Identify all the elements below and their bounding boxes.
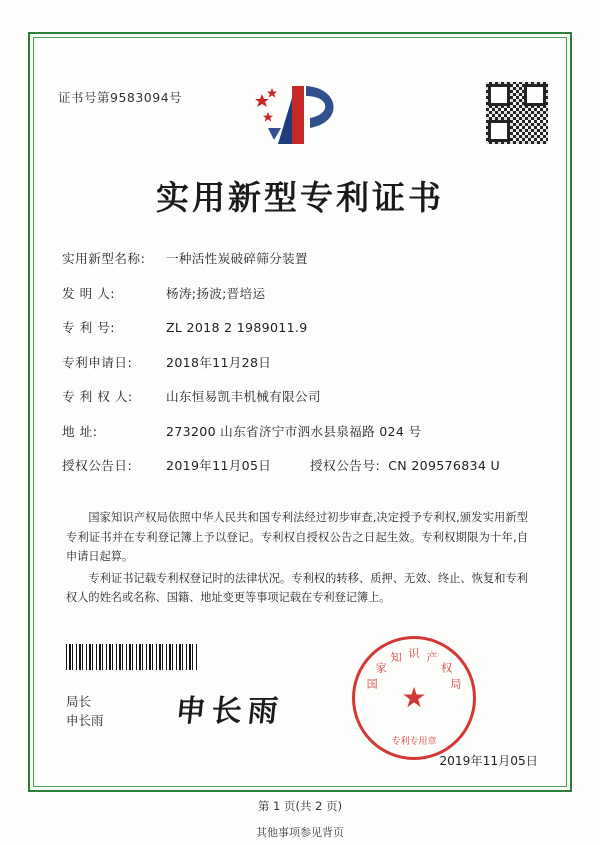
field-row-grant-publication — [62, 455, 532, 474]
seal-char-1: 家 — [375, 661, 387, 675]
footer-note: 其他事项参见背页 — [256, 826, 344, 839]
field-row-application-date — [62, 352, 532, 371]
legal-paragraph-1: 国家知识产权局依照中华人民共和国专利法经过初步审查,决定授予专利权,颁发实用新型专利证书并在专利登记簿上予以登记。专利权自授权公告之日起生效。专利权期限为十年,自申请日起算。 — [66, 511, 528, 564]
field-label: 实用新型名称: — [62, 251, 146, 266]
seal-char-5: 权 — [441, 661, 453, 675]
seal-bottom-text: 专利专用章 — [391, 737, 437, 747]
director-signature: 申长雨 — [173, 694, 286, 729]
legal-paragraph-2: 专利证书记载专利权登记时的法律状况。专利权的转移、质押、无效、终止、恢复和专利权人的姓名或名称、国籍、地址变更等事项记载在专利登记簿上。 — [66, 571, 528, 605]
field-row-address — [62, 421, 532, 440]
qr-code — [486, 82, 548, 144]
field-row-patentee — [62, 386, 532, 405]
field-label: 发 明 人: — [62, 285, 116, 301]
field-value-grant-date: 2019年11月05日 — [166, 458, 272, 473]
patent-office-logo-icon — [248, 78, 352, 152]
field-value: ZL 2018 2 1989011.9 — [166, 320, 308, 335]
seal-char-2: 知 — [390, 650, 402, 664]
field-value: 一种活性炭破碎筛分装置 — [166, 251, 308, 266]
seal-char-4: 产 — [426, 650, 438, 664]
seal-char-6: 局 — [450, 677, 462, 691]
page-number: 第 1 页(共 2 页) — [257, 799, 343, 813]
field-row-patent-number — [62, 317, 532, 336]
official-seal — [352, 636, 476, 760]
field-value: 杨涛;扬波;晋培运 — [166, 285, 266, 301]
seal-char-0: 国 — [366, 677, 378, 691]
field-row-inventor — [62, 283, 532, 302]
field-value: 273200 山东省济宁市泗水县泉福路 024 号 — [166, 423, 422, 439]
legal-text-block — [66, 508, 528, 610]
seal-char-3: 识 — [408, 647, 420, 660]
field-label: 专 利 权 人: — [62, 389, 133, 404]
field-label: 专 利 号: — [62, 320, 116, 335]
field-value: 山东恒易凯丰机械有限公司 — [166, 389, 321, 404]
certificate-number: 证书号第9583094号 — [58, 90, 183, 105]
field-label-publication-number: 授权公告号: — [310, 458, 381, 473]
barcode — [66, 644, 198, 670]
field-row-utility-model-name — [62, 248, 532, 267]
field-value: 2018年11月28日 — [166, 354, 272, 370]
director-name: 申长雨 — [66, 713, 104, 729]
page-title: 实用新型专利证书 — [156, 178, 444, 217]
seal-star-icon: ★ — [401, 681, 427, 714]
field-label: 地 址: — [62, 423, 98, 439]
field-label-grant-date: 授权公告日: — [62, 458, 133, 473]
director-label — [66, 692, 104, 731]
field-value-publication-number: CN 209576834 U — [388, 458, 500, 473]
issue-date: 2019年11月05日 — [439, 754, 538, 768]
certificate-fields — [62, 248, 532, 488]
field-label: 专利申请日: — [62, 354, 133, 370]
director-title: 局长 — [66, 694, 92, 709]
